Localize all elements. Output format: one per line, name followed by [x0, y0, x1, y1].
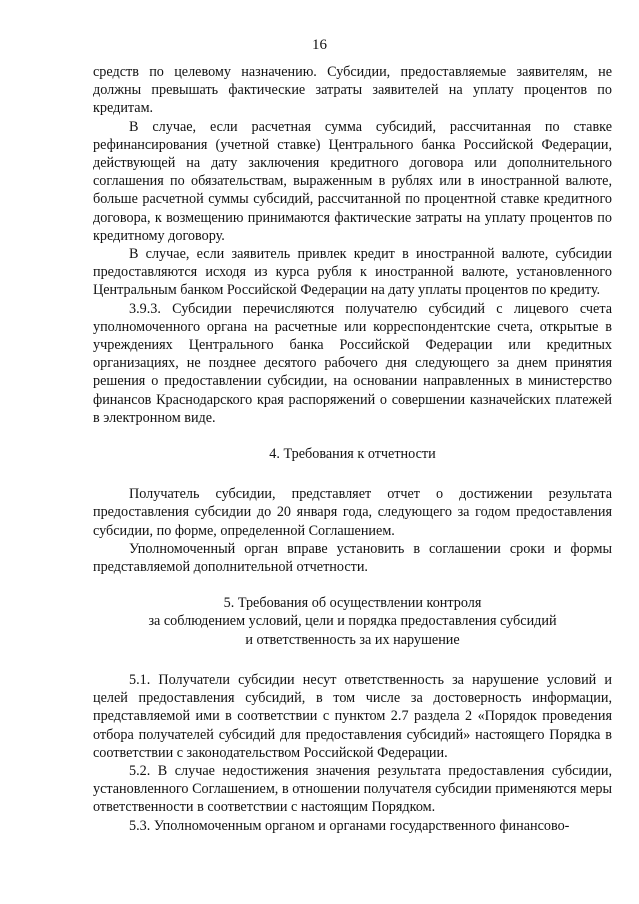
document-body: [93, 63, 612, 835]
paragraph: 5.2. В случае недостижения значения результата предоставления субсидии, установленного Соглашением, в отношении получателя субсидии применяются меры ответственности в соответствии с настоящим Порядком.: [93, 762, 612, 816]
paragraph: Уполномоченный орган вправе установить в соглашении сроки и формы представляемой дополнительной отчетности.: [93, 540, 612, 576]
paragraph: Получатель субсидии, представляет отчет о достижении результата предоставления субсидии до 20 января года, следующего за годом предоставления субсидии, по форме, определенной Соглашением.: [93, 486, 612, 539]
paragraph: В случае, если расчетная сумма субсидий, рассчитанная по ставке рефинансирования (учетной ставке) Центрального банка Российской Федерации, действующей на дату заключения кредитного договора или дополнительного соглашения по обязательствам, выраженным в рублях или в иностранной валюте, больше расчетной суммы субсидий, рассчитанной по процентной ставке кредитного договора, к возмещению принимаются фактические затраты на уплату процентов по кредитному договору.: [93, 118, 612, 244]
section-5-heading-line: за соблюдением условий, цели и порядка предоставления субсидий: [148, 613, 557, 630]
paragraph: 5.3. Уполномоченным органом и органами государственного финансово-: [129, 817, 570, 834]
paragraph: 5.1. Получатели субсидии несут ответственность за нарушение условий и целей предоставления субсидий, в том числе за достоверность информации, представляемой ими в соответствии с пунктом 2.7 раздела 2 «Порядок проведения отбора получателей субсидий для предоставления субсидий» настоящего Порядка в соответствии с законодательством Российской Федерации.: [93, 671, 612, 761]
section-5-heading: [93, 594, 612, 649]
section-5-heading-line: и ответственность за их нарушение: [245, 631, 460, 648]
paragraph: 3.9.3. Субсидии перечисляются получателю субсидий с лицевого счета уполномоченного органа на расчетные или корреспондентские счета, открытые в учреждениях Центрального банка Российской Федерации или кредитных организациях, не позднее десятого рабочего дня следующего за днем принятия решения о предоставлении субсидии, на основании направленных в министерство финансов Краснодарского края распоряжений о совершении казначейских платежей в электронном виде.: [93, 300, 612, 426]
page-number: 16: [312, 37, 327, 53]
section-4-heading: 4. Требования к отчетности: [269, 446, 436, 463]
paragraph: средств по целевому назначению. Субсидии, предоставляемые заявителям, не должны превышать фактические затраты заявителей на уплату процентов по кредитам.: [93, 64, 612, 117]
section-5-heading-line: 5. Требования об осуществлении контроля: [223, 595, 482, 612]
paragraph: В случае, если заявитель привлек кредит в иностранной валюте, субсидии предоставляются исходя из курса рубля к иностранной валюте, установленного Центральным банком Российской Федерации на дату уплаты процентов по кредиту.: [93, 246, 612, 299]
